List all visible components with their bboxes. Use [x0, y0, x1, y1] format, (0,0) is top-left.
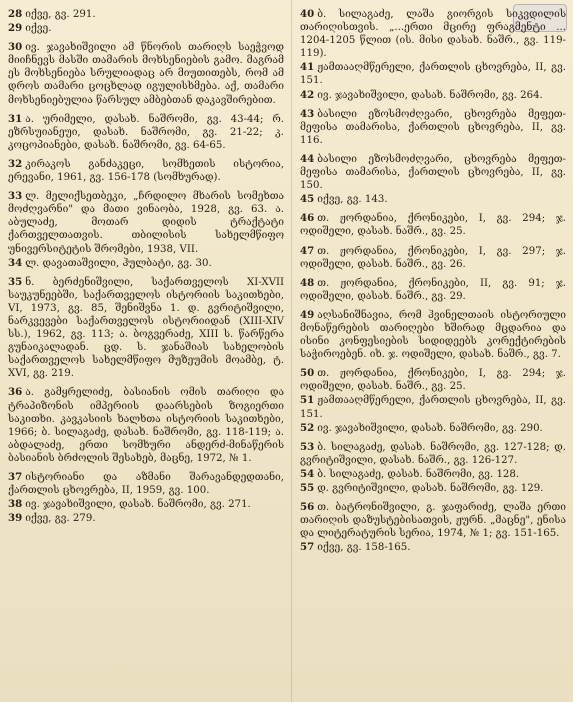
footnote-number: 57 — [300, 541, 315, 554]
footnote-number: 56 — [300, 501, 315, 514]
footnote-number: 44 — [300, 152, 315, 165]
footnote-text: ისტორიანი და აზმანი შარავანდედთანი, ქართლის ცხოვრება, II, 1959, გვ. 100. — [8, 472, 284, 497]
footnote-text: თ. ჟორდანია, ქრონიკები, I, გვ. 297; ჯ. ოდიშელი, დასახ. ნაშრ., გვ. 26. — [300, 245, 566, 270]
footnote-text: ბ. სილაგაძე, ლაშა გიორგის სიკვდილის თარიღისთვის. „...ერთი მცირე ფრაგმენტი ... 1204-1205 წლით (ის. მისი დასახ. ნაშრ., გვ. 119-119). — [300, 9, 566, 60]
footnote-text: ივ. ჯავახიშვილი ამ წნორის თარიღს საეჭვოდ მიიჩნევს მასში თამარის მოხსენიების გამო. მაგრამ ეს მოხსენიება სრულიადაც არ მიუთითებს, რომ ამ დროს თამარი ცოცხლად იგულისხმება. აქ, თამარი მოხსენიებულია წარსულ ამბებთან დაკავშირებით. — [8, 42, 284, 106]
footnote — [300, 108, 566, 147]
footnote — [300, 441, 566, 467]
footnote-text: ჟამთააღმწერელი, ქართლის ცხოვრება, II, გვ. 151. — [300, 62, 566, 87]
footnote — [300, 309, 566, 361]
footnote — [300, 541, 566, 554]
footnote-text: ივ. ჯავახიშვილი, დასახ. ნაშრომი, გვ. 271. — [25, 499, 251, 511]
footnote — [300, 153, 566, 192]
footnote-text: ივ. ჯავახიშვილი, დასახ. ნაშრომი, გვ. 264. — [317, 89, 543, 101]
footnote-number: 50 — [300, 367, 315, 380]
footnote-number: 28 — [8, 8, 23, 20]
footnote-number: 35 — [8, 275, 23, 288]
footnote-text: დ. გვრიტიშვილი, დასახ. ნაშრომი, გვ. 129. — [317, 483, 544, 494]
footnote-number: 39 — [8, 512, 23, 525]
footnote-number: 47 — [300, 244, 315, 257]
footnote-number: 38 — [8, 498, 23, 511]
footnote-text: იქვე, გვ. 143. — [317, 194, 388, 206]
footnote-text: თ. ჟორდანია, ქრონიკები, I, გვ. 294; ჯ. ოდიშელი, დასახ. ნაშრ., გვ. 25. — [300, 368, 566, 393]
footnote-text: თ. ბატრონიშვილი, გ. ჯაფარიძე, ლაშა ერთი თარიღის დაზუსტებისათვის, ჟურნ. „მაცნე", ენისა და ლიტერატურის სერია, 1974, № 1; გვ. 151-165. — [300, 502, 566, 540]
footnote-text: აღსანიშნავია, რომ ჰვინელთაის ისტორიული მონაწერების თარიღები ხშირად მცდარია და ისინი კონფესიების სიდიდეებს კორექტირების საჭიროებენ. იხ. ჯ. ოდიშელი, დასახ. ნაშრ., გვ. 7. — [300, 309, 566, 361]
footnote-number: 41 — [300, 61, 315, 74]
footnote — [8, 276, 284, 381]
footnote — [8, 8, 284, 21]
footnote — [300, 277, 566, 303]
footnote — [8, 22, 284, 35]
footnote-text: იქვე, გვ. 291. — [25, 9, 96, 20]
footnote-text: ჟამთააღმწერელი, ქართლის ცხოვრება, II, გვ. 151. — [300, 395, 566, 420]
footnote — [300, 193, 566, 206]
footnote-text: იქვე, გვ. 279. — [25, 513, 96, 525]
footnote-text: ბ. სილაგაძე, დასახ. ნაშრომი, გვ. 128. — [317, 468, 520, 480]
footnote-text: ლ. მელიქსეთბეკი, „ჩრდილო მხარის სომეხთა მოძღვარნი" და მათი ვინაობა, 1928, გვ. 63. ა. აბულაძე, მოთარ დიდის ტრაქტატი ქართველთათვის. თბილისის სახელმწიფო უნივერსიტეტის შრომები, 1938, VII. — [8, 191, 284, 255]
footnote — [300, 482, 566, 495]
footnote-text: ა. ურიმელი, დასახ. ნაშრომი, გვ. 43-44; რ. ეზრსუიანეუი, დასახ. ნაშრომი, გვ. 21-22; კ. კოცოპიანები, დასახ. ნაშრომი, გვ. 64-65. — [8, 113, 284, 151]
footnote — [8, 498, 284, 511]
footnote — [300, 8, 566, 60]
footnote — [8, 41, 284, 106]
footnote — [8, 158, 284, 184]
footnote — [8, 190, 284, 255]
footnote — [300, 422, 566, 435]
footnote-number: 30 — [8, 41, 23, 54]
footnote-number: 32 — [8, 157, 23, 170]
footnote-text: ლ. დავათაშვილი, ჰულბატი, გვ. 30. — [25, 257, 212, 269]
footnote-text: იქვე. — [25, 23, 52, 35]
footnote-number: 55 — [300, 482, 315, 494]
footnote — [8, 512, 284, 525]
footnote — [300, 367, 566, 393]
footnote-text: თ. ჟორდანია, ქრონიკები, I, გვ. 294; ჯ. ოდიშელი, დასახ. ნაშრ., გვ. 25. — [300, 213, 566, 238]
footnote — [300, 501, 566, 540]
footnotes-right-column — [300, 8, 566, 555]
footnote — [300, 61, 566, 87]
footnote — [300, 394, 566, 420]
footnote-number: 51 — [300, 394, 315, 407]
footnote-number: 37 — [8, 471, 23, 483]
footnote-number: 42 — [300, 88, 315, 101]
footnote — [300, 245, 566, 271]
footnote — [300, 89, 566, 102]
footnote-number: 36 — [8, 386, 23, 399]
footnote-text: ა. გამყრელიძე, ბასიანის ომის თარიღი და ტრაპიზონის იმპერიის დაარსების ზოგიერთი საკითხი. კავკასიის ხალხთა ისტორიის საკითხები, 1966; ბ. სილაგაძე, დასახ. ნაშრომი, გვ. 118-119; ა. აბდალაძე, ერთი სომხური ანდერძ-მინაწერის ბასიანის ბრძოლის შესახებ, მაცნე, 1972, № 1. — [8, 387, 284, 464]
footnote-number: 54 — [300, 467, 315, 480]
footnote-number: 40 — [300, 8, 315, 20]
footnote-text: ბასილი ეზოსმოძღვარი, ცხოვრება მეფეთ-მეფისა თამარისა, ქართლის ცხოვრება, II, გვ. 150. — [300, 153, 566, 192]
footnote-number: 33 — [8, 190, 23, 203]
footnote — [8, 386, 284, 465]
footnote-number: 48 — [300, 276, 315, 289]
footnote-number: 34 — [8, 256, 23, 269]
footnote-number: 46 — [300, 212, 315, 225]
footnote-number: 29 — [8, 22, 23, 35]
footnote — [300, 212, 566, 238]
footnote-number: 53 — [300, 440, 315, 453]
column-divider — [291, 0, 292, 702]
footnote-text: იქვე, გვ. 158-165. — [317, 542, 411, 554]
footnote — [300, 468, 566, 481]
footnote-text: ივ. ჯავახიშვილი, დასახ. ნაშრომი, გვ. 290. — [317, 422, 543, 434]
footnote-number: 45 — [300, 193, 315, 206]
footnote-text: ნ. ბერძენიშვილი, საქართველოს XI-XVII საუკუნეებში, საქართველოს ისტორიის საკითხები, VI, 1973, გვ. 85, შენიშვნა 1. დ. გვრიტიშვილი, ნარკვევები საქართველოს ისტორიიდან (XIII-XIV სს.), 1962, გვ. 113; ა. ბოგვერაძე, XIII ს. წარწერა გუნაიკალადან. ცდ. ს. ჯანაშიას სახელობის საქართველოს სახელმწიფო მუზეუმის მოამბე, ტ. XVI, გვ. 219. — [8, 276, 284, 380]
footnote-text: თ. ჟორდანია, ქრონიკები, II, გვ. 91; ჯ. ოდიშელი, დასახ. ნაშრ., გვ. 29. — [300, 277, 566, 302]
footnote-number: 49 — [300, 308, 315, 321]
footnote-number: 31 — [8, 112, 23, 125]
footnote-text: კირაკოს განძაკეცი, სომხეთის ისტორია, ერევანი, 1961, გვ. 156-178 (სომხურად). — [8, 158, 284, 184]
footnote-number: 52 — [300, 421, 315, 434]
footnotes-left-column — [8, 8, 284, 526]
footnote-number: 43 — [300, 107, 315, 120]
footnote — [8, 257, 284, 270]
footnote — [8, 113, 284, 152]
footnote — [8, 471, 284, 497]
footnote-text: ბასილი ეზოსმოძღვარი, ცხოვრება მეფეთ-მეფისა თამარისა, ქართლის ცხოვრება, II, გვ. 116. — [300, 108, 566, 146]
footnote-text: ბ. სილაგაძე, დასახ. ნაშრომი, გვ. 127-128; დ. გვრიტიშვილი, დასახ. ნაშრ., გვ. 126-127. — [300, 441, 566, 466]
